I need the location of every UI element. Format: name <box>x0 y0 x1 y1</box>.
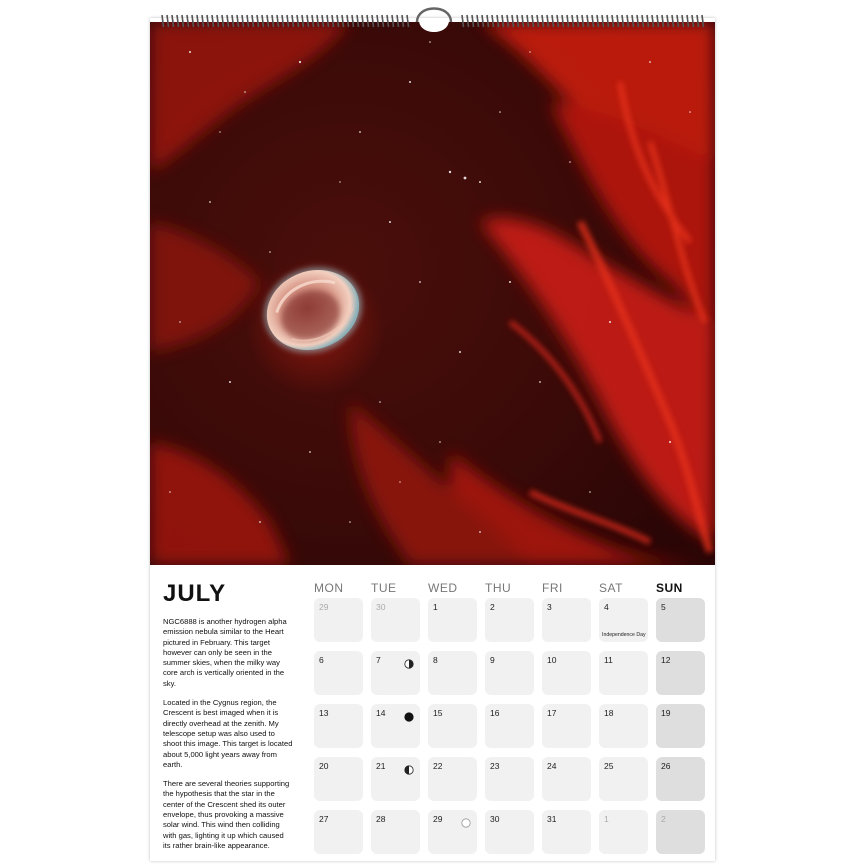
day-cell <box>542 704 591 748</box>
binding-coil <box>232 15 234 27</box>
binding-coil <box>582 15 584 27</box>
binding-coil <box>647 15 649 27</box>
binding-coil <box>407 15 409 27</box>
day-number: 31 <box>547 814 557 824</box>
binding-coil <box>202 15 204 27</box>
day-cell <box>599 651 648 695</box>
crescent-nebula-image <box>150 22 715 565</box>
binding-coil <box>392 15 394 27</box>
binding-coil <box>167 15 169 27</box>
day-cell <box>371 651 420 695</box>
binding-coil <box>242 15 244 27</box>
binding-coil <box>612 15 614 27</box>
weekday-header-sat: SAT <box>599 581 623 595</box>
binding-coil <box>352 15 354 27</box>
binding-coil <box>682 15 684 27</box>
binding-coil <box>652 15 654 27</box>
binding-coil <box>512 15 514 27</box>
day-cell <box>542 651 591 695</box>
binding-coil <box>302 15 304 27</box>
binding-coil <box>692 15 694 27</box>
binding-coil <box>497 15 499 27</box>
binding-coil <box>702 15 704 27</box>
binding-coil <box>312 15 314 27</box>
day-number: 25 <box>604 761 614 771</box>
binding-coil <box>477 15 479 27</box>
binding-coil <box>317 15 319 27</box>
binding-coil <box>557 15 559 27</box>
binding-coil <box>257 15 259 27</box>
binding-coil <box>337 15 339 27</box>
binding-coil <box>382 15 384 27</box>
day-number: 6 <box>319 655 324 665</box>
weekday-header-sun: SUN <box>656 581 683 595</box>
day-cell <box>485 598 534 642</box>
full-moon-icon <box>461 815 471 825</box>
weekday-header-thu: THU <box>485 581 512 595</box>
day-cell <box>485 757 534 801</box>
day-cell <box>428 651 477 695</box>
day-cell <box>485 704 534 748</box>
binding-coil <box>632 15 634 27</box>
day-number: 17 <box>547 708 557 718</box>
day-cell <box>371 704 420 748</box>
binding-coil <box>507 15 509 27</box>
weekday-header-mon: MON <box>314 581 344 595</box>
new-moon-icon <box>404 709 414 719</box>
binding-coil <box>587 15 589 27</box>
day-cell <box>314 704 363 748</box>
day-cell <box>599 757 648 801</box>
day-number: 30 <box>376 602 386 612</box>
day-cell <box>371 598 420 642</box>
binding-coil <box>262 15 264 27</box>
binding-coil <box>227 15 229 27</box>
binding-coil <box>247 15 249 27</box>
day-number: 24 <box>547 761 557 771</box>
day-number: 5 <box>661 602 666 612</box>
day-number: 22 <box>433 761 443 771</box>
day-number: 3 <box>547 602 552 612</box>
day-cell <box>314 757 363 801</box>
binding-coil <box>522 15 524 27</box>
binding-coil <box>162 15 164 27</box>
binding-coil <box>367 15 369 27</box>
day-number: 23 <box>490 761 500 771</box>
day-number: 15 <box>433 708 443 718</box>
binding-coil <box>482 15 484 27</box>
weekday-header-wed: WED <box>428 581 458 595</box>
description <box>163 617 293 860</box>
binding-coil <box>662 15 664 27</box>
day-number: 2 <box>490 602 495 612</box>
binding-coil <box>372 15 374 27</box>
binding-coil <box>502 15 504 27</box>
binding-coil <box>172 15 174 27</box>
day-number: 13 <box>319 708 329 718</box>
binding-coil <box>237 15 239 27</box>
description-paragraph: There are several theories supporting the hypothesis that the star in the center of the Crescent shed its outer envelope, thus provoking a massive solar wind. This wind then colliding with gas, lighting it up which caused its rather brain-like appearance. <box>163 779 290 850</box>
binding-coil <box>217 15 219 27</box>
calendar-hanger <box>411 0 457 46</box>
binding-coil <box>627 15 629 27</box>
day-cell <box>542 598 591 642</box>
day-cell <box>656 704 705 748</box>
binding-coil <box>342 15 344 27</box>
binding-coil <box>212 15 214 27</box>
day-cell <box>542 810 591 854</box>
binding-coil <box>487 15 489 27</box>
day-cell <box>314 651 363 695</box>
binding-coil <box>552 15 554 27</box>
day-cell <box>485 810 534 854</box>
binding-coil <box>297 15 299 27</box>
weekday-header-fri: FRI <box>542 581 563 595</box>
day-number: 28 <box>376 814 386 824</box>
day-cell <box>656 757 705 801</box>
day-cell <box>656 651 705 695</box>
first-quarter-moon-icon <box>404 656 414 666</box>
binding-coil <box>527 15 529 27</box>
binding-coil <box>282 15 284 27</box>
day-cell <box>599 704 648 748</box>
day-number: 1 <box>604 814 609 824</box>
binding-coil <box>397 15 399 27</box>
binding-coil <box>687 15 689 27</box>
day-number: 11 <box>604 655 613 665</box>
day-cell <box>314 810 363 854</box>
binding-coil <box>472 15 474 27</box>
day-cell <box>656 810 705 854</box>
day-cell <box>314 598 363 642</box>
binding-coil <box>207 15 209 27</box>
day-number: 18 <box>604 708 614 718</box>
binding-coil <box>697 15 699 27</box>
day-number: 10 <box>547 655 557 665</box>
last-quarter-moon-icon <box>404 762 414 772</box>
binding-coil <box>347 15 349 27</box>
day-number: 9 <box>490 655 495 665</box>
binding-coil <box>402 15 404 27</box>
day-number: 30 <box>490 814 500 824</box>
day-number: 4 <box>604 602 609 612</box>
day-number: 21 <box>376 761 386 771</box>
binding-coil <box>387 15 389 27</box>
day-cell <box>371 810 420 854</box>
holiday-label: Independence Day <box>602 632 646 638</box>
binding-coil <box>307 15 309 27</box>
binding-coil <box>642 15 644 27</box>
day-number: 27 <box>319 814 329 824</box>
day-cell <box>371 757 420 801</box>
day-number: 1 <box>433 602 438 612</box>
binding-coil <box>277 15 279 27</box>
binding-coil <box>542 15 544 27</box>
binding-coil <box>357 15 359 27</box>
binding-coil <box>517 15 519 27</box>
binding-coil <box>267 15 269 27</box>
binding-coil <box>667 15 669 27</box>
binding-coil <box>577 15 579 27</box>
binding-coil <box>532 15 534 27</box>
binding-coil <box>287 15 289 27</box>
day-cell <box>485 651 534 695</box>
nebula-photo <box>150 22 715 565</box>
binding-coil <box>362 15 364 27</box>
day-cell <box>656 598 705 642</box>
day-number: 29 <box>433 814 443 824</box>
binding-coil <box>292 15 294 27</box>
day-cell <box>599 810 648 854</box>
binding-coil <box>272 15 274 27</box>
binding-coil <box>252 15 254 27</box>
binding-coil <box>562 15 564 27</box>
day-cell <box>428 810 477 854</box>
day-number: 12 <box>661 655 671 665</box>
binding-coil <box>467 15 469 27</box>
binding-coil <box>377 15 379 27</box>
day-number: 29 <box>319 602 329 612</box>
binding-coil <box>602 15 604 27</box>
binding-coil <box>322 15 324 27</box>
binding-coil <box>547 15 549 27</box>
day-number: 7 <box>376 655 381 665</box>
description-paragraph: Located in the Cygnus region, the Crescent is best imaged when it is directly overhead at the zenith. My telescope setup was also used to shoot this image. This target is located about 5,000 light years away from earth. <box>163 698 293 769</box>
binding-coil <box>572 15 574 27</box>
binding-coil <box>222 15 224 27</box>
binding-coil <box>622 15 624 27</box>
day-number: 2 <box>661 814 666 824</box>
binding-coil <box>672 15 674 27</box>
binding-coil <box>657 15 659 27</box>
binding-coil <box>197 15 199 27</box>
binding-coil <box>677 15 679 27</box>
day-number: 26 <box>661 761 671 771</box>
binding-coil <box>327 15 329 27</box>
binding-coil <box>192 15 194 27</box>
weekday-header-tue: TUE <box>371 581 397 595</box>
day-number: 20 <box>319 761 329 771</box>
binding-coil <box>607 15 609 27</box>
day-number: 16 <box>490 708 500 718</box>
day-cell <box>599 598 648 642</box>
description-paragraph: NGC6888 is another hydrogen alpha emission nebula similar to the Heart pictured in February. This target however can only be seen in the summer skies, when the milky way core arch is vertically oriented in the sky. <box>163 617 287 688</box>
binding-coil <box>637 15 639 27</box>
day-cell <box>428 598 477 642</box>
binding-coil <box>492 15 494 27</box>
day-cell <box>428 757 477 801</box>
day-number: 19 <box>661 708 671 718</box>
binding-coil <box>177 15 179 27</box>
day-cell <box>542 757 591 801</box>
binding-coil <box>332 15 334 27</box>
binding-coil <box>182 15 184 27</box>
binding-coil <box>597 15 599 27</box>
binding-coil <box>617 15 619 27</box>
day-number: 8 <box>433 655 438 665</box>
binding-coil <box>537 15 539 27</box>
day-number: 14 <box>376 708 386 718</box>
binding-coil <box>567 15 569 27</box>
binding-coil <box>592 15 594 27</box>
binding-coil <box>462 15 464 27</box>
month-title: JULY <box>163 580 227 607</box>
binding-coil <box>187 15 189 27</box>
day-cell <box>428 704 477 748</box>
